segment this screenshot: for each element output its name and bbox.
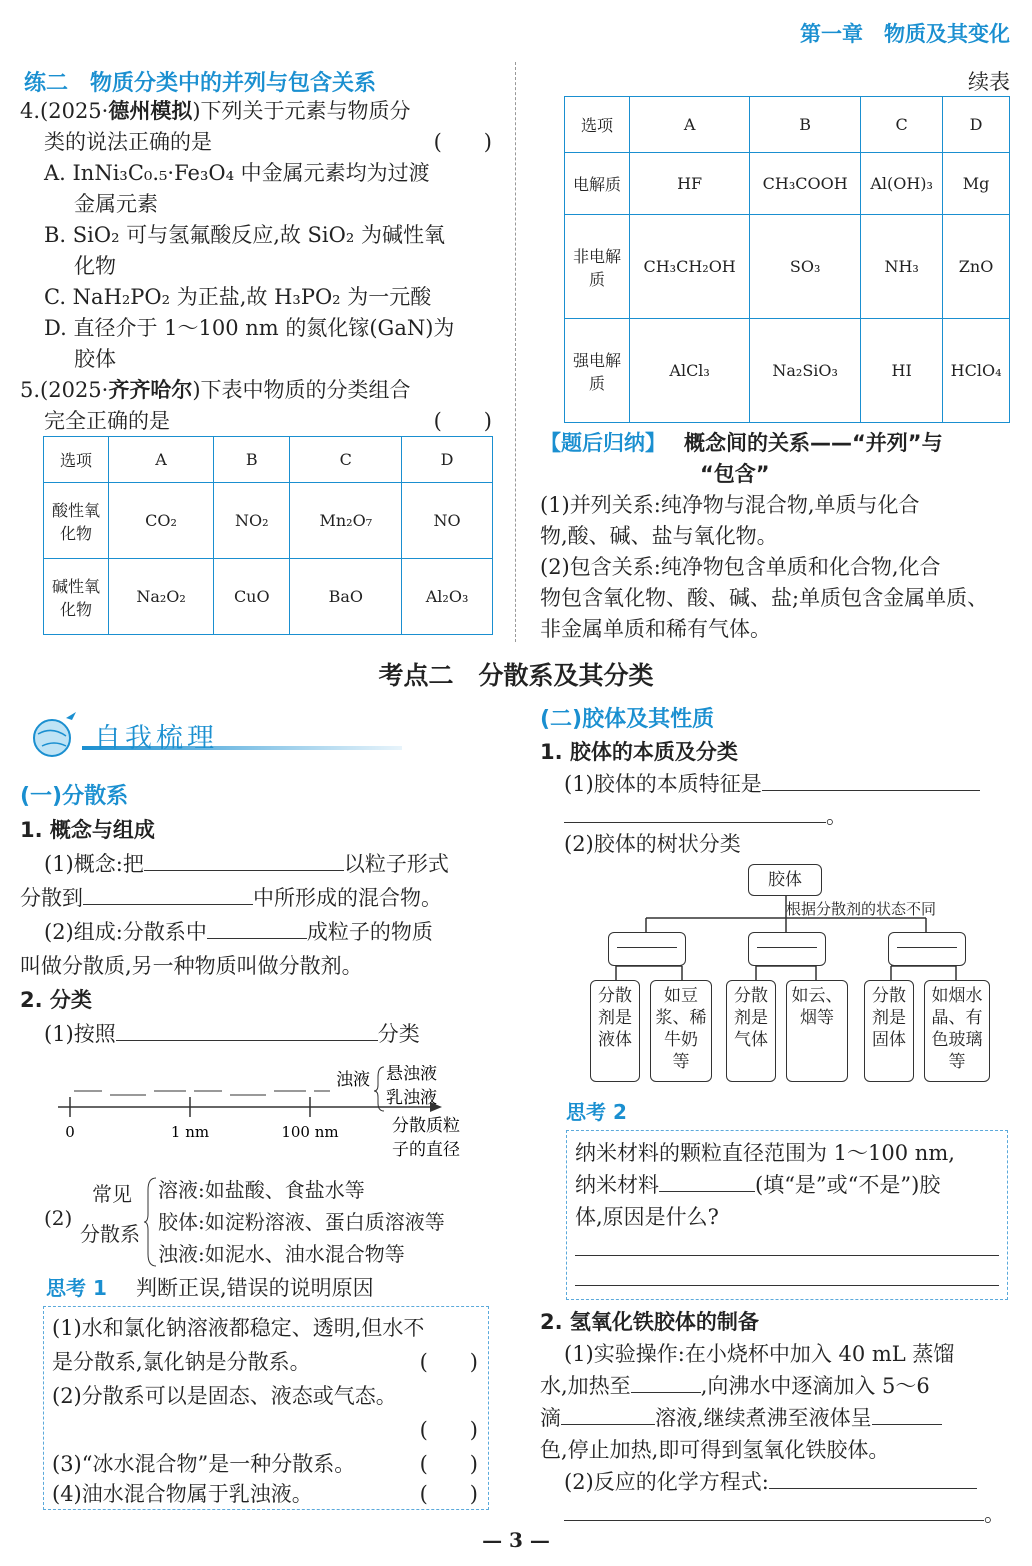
text: 叫做分散质,另一种物质叫做分散剂。	[20, 954, 363, 978]
text: 分散	[872, 986, 906, 1006]
table-header: C	[290, 437, 402, 483]
text: (1)概念:把	[44, 852, 144, 876]
table-cell: SO₃	[750, 215, 861, 319]
tree-blank-box[interactable]	[608, 932, 686, 966]
concept-heading: 1. 概念与组成	[20, 818, 155, 842]
text: (1)实验操作:在小烧杯中加入 40 mL 蒸馏	[564, 1342, 955, 1366]
q4-option-c: C. NaH₂PO₂ 为正盐,故 H₃PO₂ 为一元酸	[44, 285, 432, 309]
globe-icon	[22, 706, 102, 762]
text: 固体	[872, 1030, 906, 1050]
blank-field[interactable]	[561, 1402, 655, 1425]
q4-stem-c: 类的说法正确的是	[44, 130, 212, 154]
column-divider	[515, 62, 516, 642]
blank-field[interactable]	[144, 848, 344, 871]
judge-item: (1)水和氯化钠溶液都稳定、透明,但水不	[52, 1316, 425, 1340]
text: 色玻璃	[931, 1030, 983, 1050]
answer-paren[interactable]: ( )	[419, 1418, 478, 1442]
text: 如云、	[791, 986, 843, 1006]
tree-blank-box[interactable]	[748, 932, 826, 966]
preparation-heading: 2. 氢氧化铁胶体的制备	[540, 1310, 759, 1334]
think2-box	[566, 1130, 1008, 1300]
table-header: B	[750, 97, 861, 153]
text: 气体	[734, 1030, 768, 1050]
table-cell: BaO	[290, 559, 402, 635]
q5-stem-a: 5.(2025·	[20, 378, 109, 402]
table-cell: Na₂O₂	[109, 559, 214, 635]
text: 等	[948, 1052, 966, 1072]
table-cell: NH₃	[861, 215, 943, 319]
text: 分散	[598, 986, 632, 1006]
answer-paren[interactable]: ( )	[419, 1452, 478, 1476]
table-header: A	[630, 97, 750, 153]
subsection-title: (一)分散系	[20, 784, 129, 809]
practice-title: 练二 物质分类中的并列与包含关系	[24, 71, 377, 96]
tree-basis: 根据分散剂的状态不同	[786, 900, 937, 918]
blank-field[interactable]	[762, 768, 980, 791]
blank-field[interactable]	[872, 1402, 942, 1425]
answer-paren[interactable]: ( )	[419, 1350, 478, 1374]
text: 浆、稀	[655, 1008, 707, 1028]
colloid-row: 胶体:如淀粉溶液、蛋白质溶液等	[158, 1210, 445, 1234]
turbid-label: 浊液	[336, 1070, 370, 1090]
q4-option-d: D. 直径介于 1～100 nm 的氮化镓(GaN)为	[44, 316, 455, 340]
text: 以粒子形式	[343, 852, 449, 876]
text: 剂是	[598, 1008, 632, 1028]
text: 剂是	[734, 1008, 768, 1028]
table-header: 选项	[44, 437, 109, 483]
table-cell: NO	[402, 483, 493, 559]
text: (2)反应的化学方程式:	[564, 1470, 769, 1494]
summary-p1: (1)并列关系:纯净物与混合物,单质与化合	[540, 493, 920, 517]
text: 中所形成的混合物。	[253, 886, 442, 910]
table-cell: 酸性氧化物	[44, 483, 109, 559]
q4-answer-paren: ( )	[433, 130, 492, 154]
axis-tick-label: 100 nm	[281, 1123, 339, 1141]
q4-option-b-cont: 化物	[74, 254, 116, 278]
q4-option-a: A. InNi₃C₀.₅·Fe₃O₄ 中金属元素均为过渡	[44, 161, 430, 185]
table-cell: Na₂SiO₃	[750, 319, 861, 423]
text: 分类	[377, 1022, 420, 1046]
text: 水,加热至	[540, 1374, 631, 1398]
table-cell: AlCl₃	[630, 319, 750, 423]
text: 纳米材料	[575, 1173, 659, 1197]
judge-item-cont: 是分散系,氯化钠是分散系。	[52, 1350, 311, 1374]
text: (1)胶体的本质特征是	[564, 772, 762, 796]
text: ,向沸水中逐滴加入 5～6	[700, 1374, 930, 1398]
text: 烟等	[800, 1008, 834, 1028]
tree-leaf-liquid	[590, 980, 640, 1082]
text: (1)按照	[44, 1022, 116, 1046]
table-header: D	[943, 97, 1010, 153]
blank-field[interactable]	[116, 1018, 378, 1041]
summary-p2-cont2: 非金属单质和稀有气体。	[540, 617, 771, 641]
text: 如豆	[664, 986, 698, 1006]
tree-leaf-example	[650, 980, 712, 1082]
text: 滴	[540, 1406, 561, 1430]
colloid-heading: 1. 胶体的本质及分类	[540, 740, 738, 764]
table-cell: Al(OH)₃	[861, 153, 943, 215]
tree-root: 胶体	[748, 864, 822, 896]
table-cell: CuO	[214, 559, 290, 635]
turbid-row: 浊液:如泥水、油水混合物等	[158, 1242, 405, 1266]
category-label: 分散系	[80, 1222, 140, 1246]
blank-field[interactable]	[769, 1466, 977, 1489]
table-cell: Al₂O₃	[402, 559, 493, 635]
q4-source: 德州模拟	[108, 99, 193, 123]
q5-stem-b: )下表中物质的分类组合	[192, 378, 411, 402]
text: 体,原因是什么?	[575, 1205, 719, 1229]
summary-p1-cont: 物,酸、碱、盐与氧化物。	[540, 524, 778, 548]
particle-size-axis	[50, 1065, 490, 1165]
self-review-title: 自我梳理	[94, 723, 218, 754]
table-cell: Mn₂O₇	[290, 483, 402, 559]
axis-tick-label: 0	[65, 1123, 75, 1141]
subsection-title: (二)胶体及其性质	[540, 707, 715, 732]
blank-field[interactable]	[659, 1169, 755, 1192]
tree-heading: (2)胶体的树状分类	[564, 832, 741, 856]
table-cell: NO₂	[214, 483, 290, 559]
item-number: (2)	[44, 1206, 73, 1230]
table-cell: HI	[861, 319, 943, 423]
answer-paren[interactable]: ( )	[419, 1482, 478, 1506]
q4-option-a-cont: 金属元素	[74, 192, 158, 216]
text: (2)组成:分散系中	[44, 920, 207, 944]
category-label: 常见	[92, 1182, 132, 1206]
blank-field[interactable]	[207, 916, 307, 939]
table-cell: HClO₄	[943, 319, 1010, 423]
continued-label: 续表	[968, 70, 1010, 94]
axis-label: 分散质粒	[392, 1116, 460, 1136]
judge-item: (2)分散系可以是固态、液态或气态。	[52, 1384, 397, 1408]
tree-leaf-gas	[726, 980, 776, 1082]
text: 色,停止加热,即可得到氢氧化铁胶体。	[540, 1438, 890, 1462]
text: 分散	[734, 986, 768, 1006]
summary-p2: (2)包含关系:纯净物包含单质和化合物,化合	[540, 555, 941, 579]
table-header: B	[214, 437, 290, 483]
text: 溶液,继续煮沸至液体呈	[655, 1406, 872, 1430]
blank-field[interactable]	[631, 1370, 701, 1393]
self-review-banner	[22, 706, 402, 762]
text: 成粒子的物质	[306, 920, 433, 944]
classification-heading: 2. 分类	[20, 988, 92, 1012]
text: 如烟水	[931, 986, 983, 1006]
table-cell: ZnO	[943, 215, 1010, 319]
text: 液体	[598, 1030, 632, 1050]
blank-field[interactable]	[564, 1498, 984, 1521]
q4-stem-b: )下列关于元素与物质分	[192, 99, 411, 123]
q4-option-b: B. SiO₂ 可与氢氟酸反应,故 SiO₂ 为碱性氧	[44, 223, 445, 247]
think1-prompt: 判断正误,错误的说明原因	[136, 1276, 374, 1300]
blank-field[interactable]	[564, 800, 826, 823]
text: 纳米材料的颗粒直径范围为 1～100 nm,	[575, 1141, 955, 1165]
table-header: 选项	[565, 97, 630, 153]
table-cell: 碱性氧化物	[44, 559, 109, 635]
table-header: A	[109, 437, 214, 483]
axis-tick-label: 1 nm	[170, 1123, 210, 1141]
classification-table-2	[564, 96, 1010, 423]
text: 剂是	[872, 1008, 906, 1028]
colloid-tree	[586, 862, 996, 1082]
text: 晶、有	[931, 1008, 983, 1028]
section-title: 考点二 分散系及其分类	[378, 661, 654, 690]
emulsion-label: 乳浊液	[386, 1088, 437, 1108]
text: 分散到	[20, 886, 83, 910]
chapter-header: 第一章 物质及其变化	[800, 22, 1010, 46]
summary-p2-cont: 物包含氧化物、酸、碱、盐;单质包含金属单质、	[540, 586, 989, 610]
summary-title: 概念间的关系——“并列”与	[684, 431, 943, 455]
q4-stem-a: 4.(2025·	[20, 99, 109, 123]
answer-line[interactable]	[575, 1285, 999, 1286]
q4-option-d-cont: 胶体	[74, 347, 116, 371]
table-cell: Mg	[943, 153, 1010, 215]
table-cell: CH₃CH₂OH	[630, 215, 750, 319]
table-cell: CH₃COOH	[750, 153, 861, 215]
think1-box	[43, 1306, 489, 1510]
tree-leaf-example	[924, 980, 990, 1082]
table-header: D	[402, 437, 493, 483]
brace-icon	[144, 1176, 158, 1268]
think2-label: 思考 2	[566, 1100, 627, 1124]
answer-line[interactable]	[575, 1255, 999, 1256]
table-cell: HF	[630, 153, 750, 215]
summary-tag: 【题后归纳】	[540, 431, 666, 455]
text: 等	[672, 1052, 690, 1072]
judge-item: (3)“冰水混合物”是一种分散系。	[52, 1452, 356, 1476]
think1-label: 思考 1	[46, 1276, 107, 1300]
table-cell: 非电解质	[565, 215, 630, 319]
tree-blank-box[interactable]	[888, 932, 966, 966]
summary-title-cont: “包含”	[700, 462, 770, 486]
table-cell: 强电解质	[565, 319, 630, 423]
q5-source: 齐齐哈尔	[108, 378, 193, 402]
tree-leaf-solid	[864, 980, 914, 1082]
table-header: C	[861, 97, 943, 153]
axis-label: 子的直径	[392, 1140, 460, 1160]
classification-table-1	[43, 436, 493, 635]
blank-field[interactable]	[83, 882, 253, 905]
text: (填“是”或“不是”)胶	[755, 1173, 941, 1197]
judge-item: (4)油水混合物属于乳浊液。	[52, 1482, 313, 1506]
q5-answer-paren: ( )	[433, 409, 492, 433]
q5-stem-c: 完全正确的是	[44, 409, 170, 433]
solution-row: 溶液:如盐酸、食盐水等	[158, 1178, 365, 1202]
suspension-label: 悬浊液	[386, 1065, 437, 1084]
text: 牛奶	[664, 1030, 698, 1050]
text: 。	[984, 1502, 1005, 1526]
table-cell: 电解质	[565, 153, 630, 215]
page-number: — 3 —	[482, 1528, 550, 1552]
text: 。	[826, 804, 847, 828]
table-cell: CO₂	[109, 483, 214, 559]
tree-leaf-example	[786, 980, 848, 1082]
